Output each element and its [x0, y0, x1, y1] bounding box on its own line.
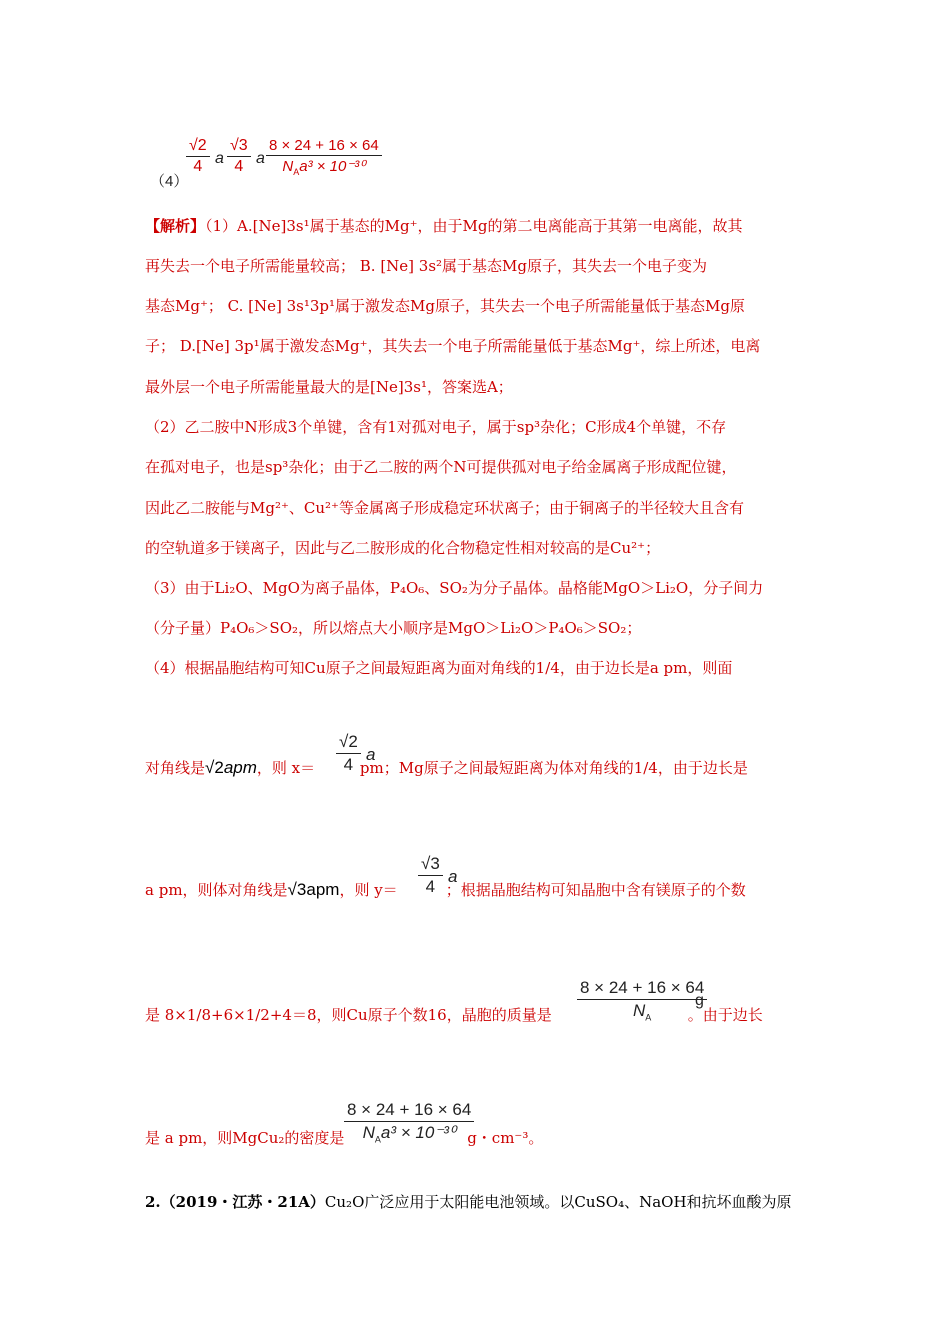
analysis-line-11: （分子量）P₄O₆＞SO₂，所以熔点大小顺序是MgO＞Li₂O＞P₄O₆＞SO₂； [145, 619, 642, 637]
sqrt2-apm: √2apm [205, 758, 257, 777]
x-fraction: $\frac{√2}{4}$ [336, 732, 361, 775]
analysis-line-2: 再失去一个电子所需能量较高； B. [Ne] 3s²属于基态Mg原子，其失去一个电子变为 [145, 257, 708, 275]
analysis-line-7: 在孤对电子，也是sp³杂化；由于乙二胺的两个N可提供孤对电子给金属离子形成配位键， [145, 458, 737, 476]
fraction-sqrt2-over-4: $\frac{√2}{4}$ [186, 137, 210, 176]
analysis-line-13: 对角线是√2apm，则 x＝ pm；Mg原子之间最短距离为体对角线的1/4，由于边长是 [145, 758, 748, 777]
analysis-line-5: 最外层一个电子所需能量最大的是[Ne]3s¹，答案选A； [145, 378, 513, 396]
analysis-header: 【解析】 [145, 217, 206, 235]
answer-4-label: （4） [150, 173, 189, 190]
fraction-sqrt3-over-4: $\frac{√3}{4}$ [227, 137, 251, 176]
analysis-line-3: 基态Mg⁺； C. [Ne] 3s¹3p¹属于激发态Mg原子，其失去一个电子所需能量低于基态Mg原 [145, 297, 745, 315]
analysis-line-6: （2）乙二胺中N形成3个单键，含有1对孤对电子，属于sp³杂化；C形成4个单键，不存 [145, 418, 727, 436]
analysis-line-8: 因此乙二胺能与Mg²⁺、Cu²⁺等金属离子形成稳定环状离子；由于铜离子的半径较大且含有 [145, 499, 744, 517]
y-fraction: $\frac{√3}{4}$ [418, 854, 443, 897]
analysis-line-9: 的空轨道多于镁离子，因此与乙二胺形成的化合物稳定性相对较高的是Cu²⁺； [145, 539, 661, 557]
density-fraction: 8 × 24 + 16 × 64 $N_Aa^3 \times 10^{-30}$ [266, 137, 382, 175]
question-2-number: 2.（2019・江苏・21A） [145, 1193, 325, 1211]
question-2: 2.（2019・江苏・21A）Cu₂O广泛应用于太阳能电池领域。以CuSO₄、NaOH和抗坏血酸为原 [145, 1193, 792, 1211]
mass-fraction: $\frac{8 \times 24 + 16 \times 64}{N_A}$ [577, 978, 707, 1021]
analysis-line-4: 子； D.[Ne] 3p¹属于激发态Mg⁺，其失去一个电子所需能量低于基态Mg⁺，综上所述，电离 [145, 337, 761, 355]
analysis-line-1: 【解析】（1）A.[Ne]3s¹属于基态的Mg⁺，由于Mg的第二电离能高于其第一电离能，故其 [145, 217, 743, 235]
analysis-line-10: （3）由于Li₂O、MgO为离子晶体，P₄O₆、SO₂为分子晶体。晶格能MgO＞Li₂O，分子间力 [145, 579, 764, 597]
analysis-line-15: 是 8×1/8+6×1/2+4＝8，则Cu原子个数16，晶胞的质量是 。由于边长 [145, 1006, 763, 1024]
sqrt3-apm: √3apm [287, 880, 340, 899]
analysis-line-14: a pm，则体对角线是√3apm，则 y＝ ；根据晶胞结构可知晶胞中含有镁原子的个数 [145, 880, 746, 899]
analysis-line-16: 是 a pm，则MgCu₂的密度是 g・cm⁻³。 [145, 1129, 544, 1147]
analysis-line-12: （4）根据晶胞结构可知Cu原子之间最短距离为面对角线的1/4，由于边长是a pm，则面 [145, 659, 733, 677]
density-fraction-2: 8 × 24 + 16 × 64 $N_Aa^3 \times 10^{-30}$ [344, 1100, 474, 1143]
